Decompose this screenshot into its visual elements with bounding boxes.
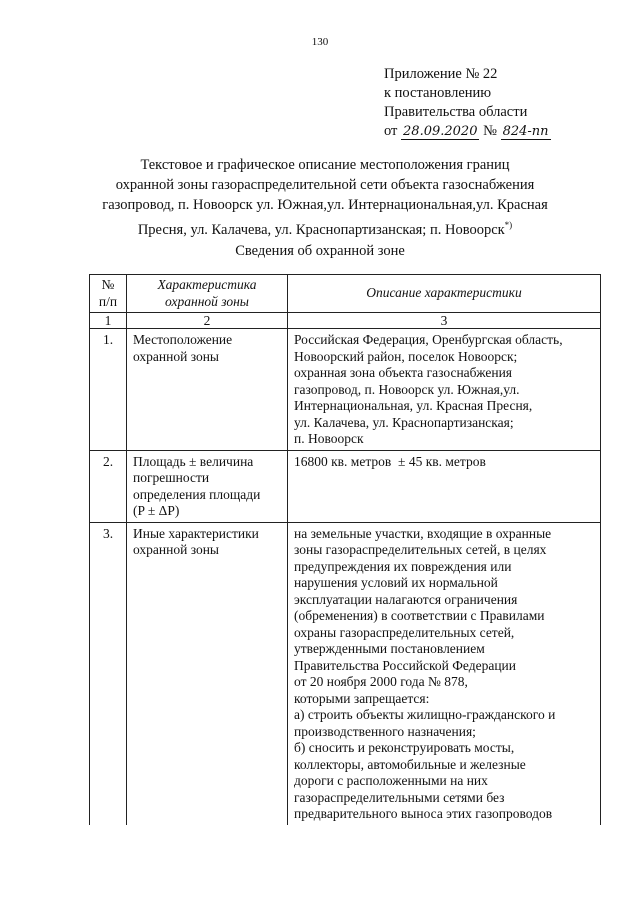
text-line: нарушения условий их нормальной bbox=[294, 575, 498, 590]
zone-info-table bbox=[89, 274, 601, 825]
text-line: на земельные участки, входящие в охранные bbox=[294, 525, 552, 541]
text-line: газораспределительными сетями без bbox=[294, 789, 505, 805]
text-line: б) сносить и реконструировать мосты, bbox=[294, 740, 515, 755]
text-line: (P ± ΔP) bbox=[133, 503, 180, 518]
document-title bbox=[60, 155, 590, 240]
text-line: Площадь ± величина bbox=[133, 453, 254, 469]
text-line: производственного назначения; bbox=[294, 723, 476, 739]
text-line: охраны газораспределительных сетей, bbox=[294, 624, 515, 640]
title-line: газопровод, п. Новоорск ул. Южная,ул. Интернациональная,ул. Красная bbox=[102, 197, 548, 213]
appendix-line-2: к постановлению bbox=[384, 85, 492, 101]
title-line: Текстовое и графическое описание местоположения границ bbox=[140, 157, 510, 173]
number-label: № bbox=[483, 123, 497, 139]
header-num-line-2: п/п bbox=[98, 293, 118, 309]
text-line: а) строить объекты жилищно-гражданского и bbox=[294, 707, 556, 722]
title-line: охранной зоны газораспределительной сети объекта газоснабжения bbox=[115, 177, 535, 193]
text-line: охранная зона объекта газоснабжения bbox=[294, 365, 513, 380]
text-line: охранной зоны bbox=[133, 348, 220, 364]
text-line: охранной зоны bbox=[133, 542, 220, 557]
appendix-block bbox=[384, 65, 551, 141]
title-line-text: Пресня, ул. Калачева, ул. Краснопартизанская; п. Новоорск bbox=[137, 221, 505, 238]
section-subtitle: Сведения об охранной зоне bbox=[235, 243, 405, 259]
text-line: которыми запрещается: bbox=[294, 690, 430, 706]
row-description bbox=[288, 522, 601, 825]
text-line: утвержденными постановлением bbox=[294, 641, 485, 656]
header-description: Описание характеристики bbox=[288, 275, 601, 313]
table-row bbox=[90, 329, 601, 451]
row-number: 1. bbox=[90, 329, 127, 451]
row-characteristic bbox=[127, 450, 288, 522]
title-line bbox=[60, 215, 590, 240]
text-line: от 20 ноября 2000 года № 878, bbox=[294, 674, 468, 689]
text-line: ул. Калачева, ул. Краснопартизанская; bbox=[294, 414, 514, 430]
header-char-line-2: охранной зоны bbox=[165, 293, 249, 309]
text-line: предварительного выноса этих газопроводов bbox=[294, 806, 553, 821]
text-line: (обременения) в соответствии с Правилами bbox=[294, 608, 545, 623]
text-line: Местоположение bbox=[133, 332, 233, 347]
text-line: зоны газораспределительных сетей, в целях bbox=[294, 542, 547, 557]
text-line: Иные характеристики bbox=[133, 525, 259, 541]
column-number: 3 bbox=[288, 313, 601, 329]
text-line: п. Новоорск bbox=[294, 431, 364, 446]
column-number-row bbox=[90, 313, 601, 329]
page-number: 130 bbox=[311, 36, 329, 48]
text-line: предупреждения их повреждения или bbox=[294, 558, 512, 574]
text-line: дороги с расположенными на них bbox=[294, 773, 488, 788]
column-number: 2 bbox=[127, 313, 288, 329]
handwritten-number: 824-пп bbox=[502, 124, 549, 139]
text-line: коллекторы, автомобильные и железные bbox=[294, 756, 526, 772]
text-line: Правительства Российской Федерации bbox=[294, 657, 516, 673]
header-num-line-1: № bbox=[101, 277, 115, 292]
header-num bbox=[90, 275, 127, 313]
table-row bbox=[90, 450, 601, 522]
appendix-title: Приложение № 22 bbox=[384, 66, 498, 82]
text-line: Интернациональная, ул. Красная Пресня, bbox=[294, 398, 533, 413]
text-line: газопровод, п. Новоорск ул. Южная,ул. bbox=[294, 381, 520, 397]
row-characteristic bbox=[127, 522, 288, 825]
row-number: 3. bbox=[90, 522, 127, 825]
column-number: 1 bbox=[90, 313, 127, 329]
appendix-line-3: Правительства области bbox=[384, 104, 528, 120]
handwritten-date: 28.09.2020 bbox=[403, 124, 478, 139]
header-char-line-1: Характеристика bbox=[157, 277, 257, 292]
from-label: от bbox=[384, 123, 398, 139]
text-line: Новоорский район, поселок Новоорск; bbox=[294, 348, 518, 364]
row-description bbox=[288, 329, 601, 451]
header-row bbox=[90, 275, 601, 313]
appendix-date-line bbox=[384, 122, 551, 141]
table-row bbox=[90, 522, 601, 825]
text-line: определения площади bbox=[133, 486, 261, 502]
row-description bbox=[288, 450, 601, 522]
row-characteristic bbox=[127, 329, 288, 451]
text-line: Российская Федерация, Оренбургская область, bbox=[294, 332, 563, 347]
text-line: погрешности bbox=[133, 470, 210, 485]
row-number: 2. bbox=[90, 450, 127, 522]
footnote-mark: *) bbox=[504, 220, 513, 230]
header-characteristic bbox=[127, 275, 288, 313]
text-line: 16800 кв. метров ± 45 кв. метров bbox=[294, 453, 486, 469]
text-line: эксплуатации налагаются ограничения bbox=[294, 591, 518, 607]
